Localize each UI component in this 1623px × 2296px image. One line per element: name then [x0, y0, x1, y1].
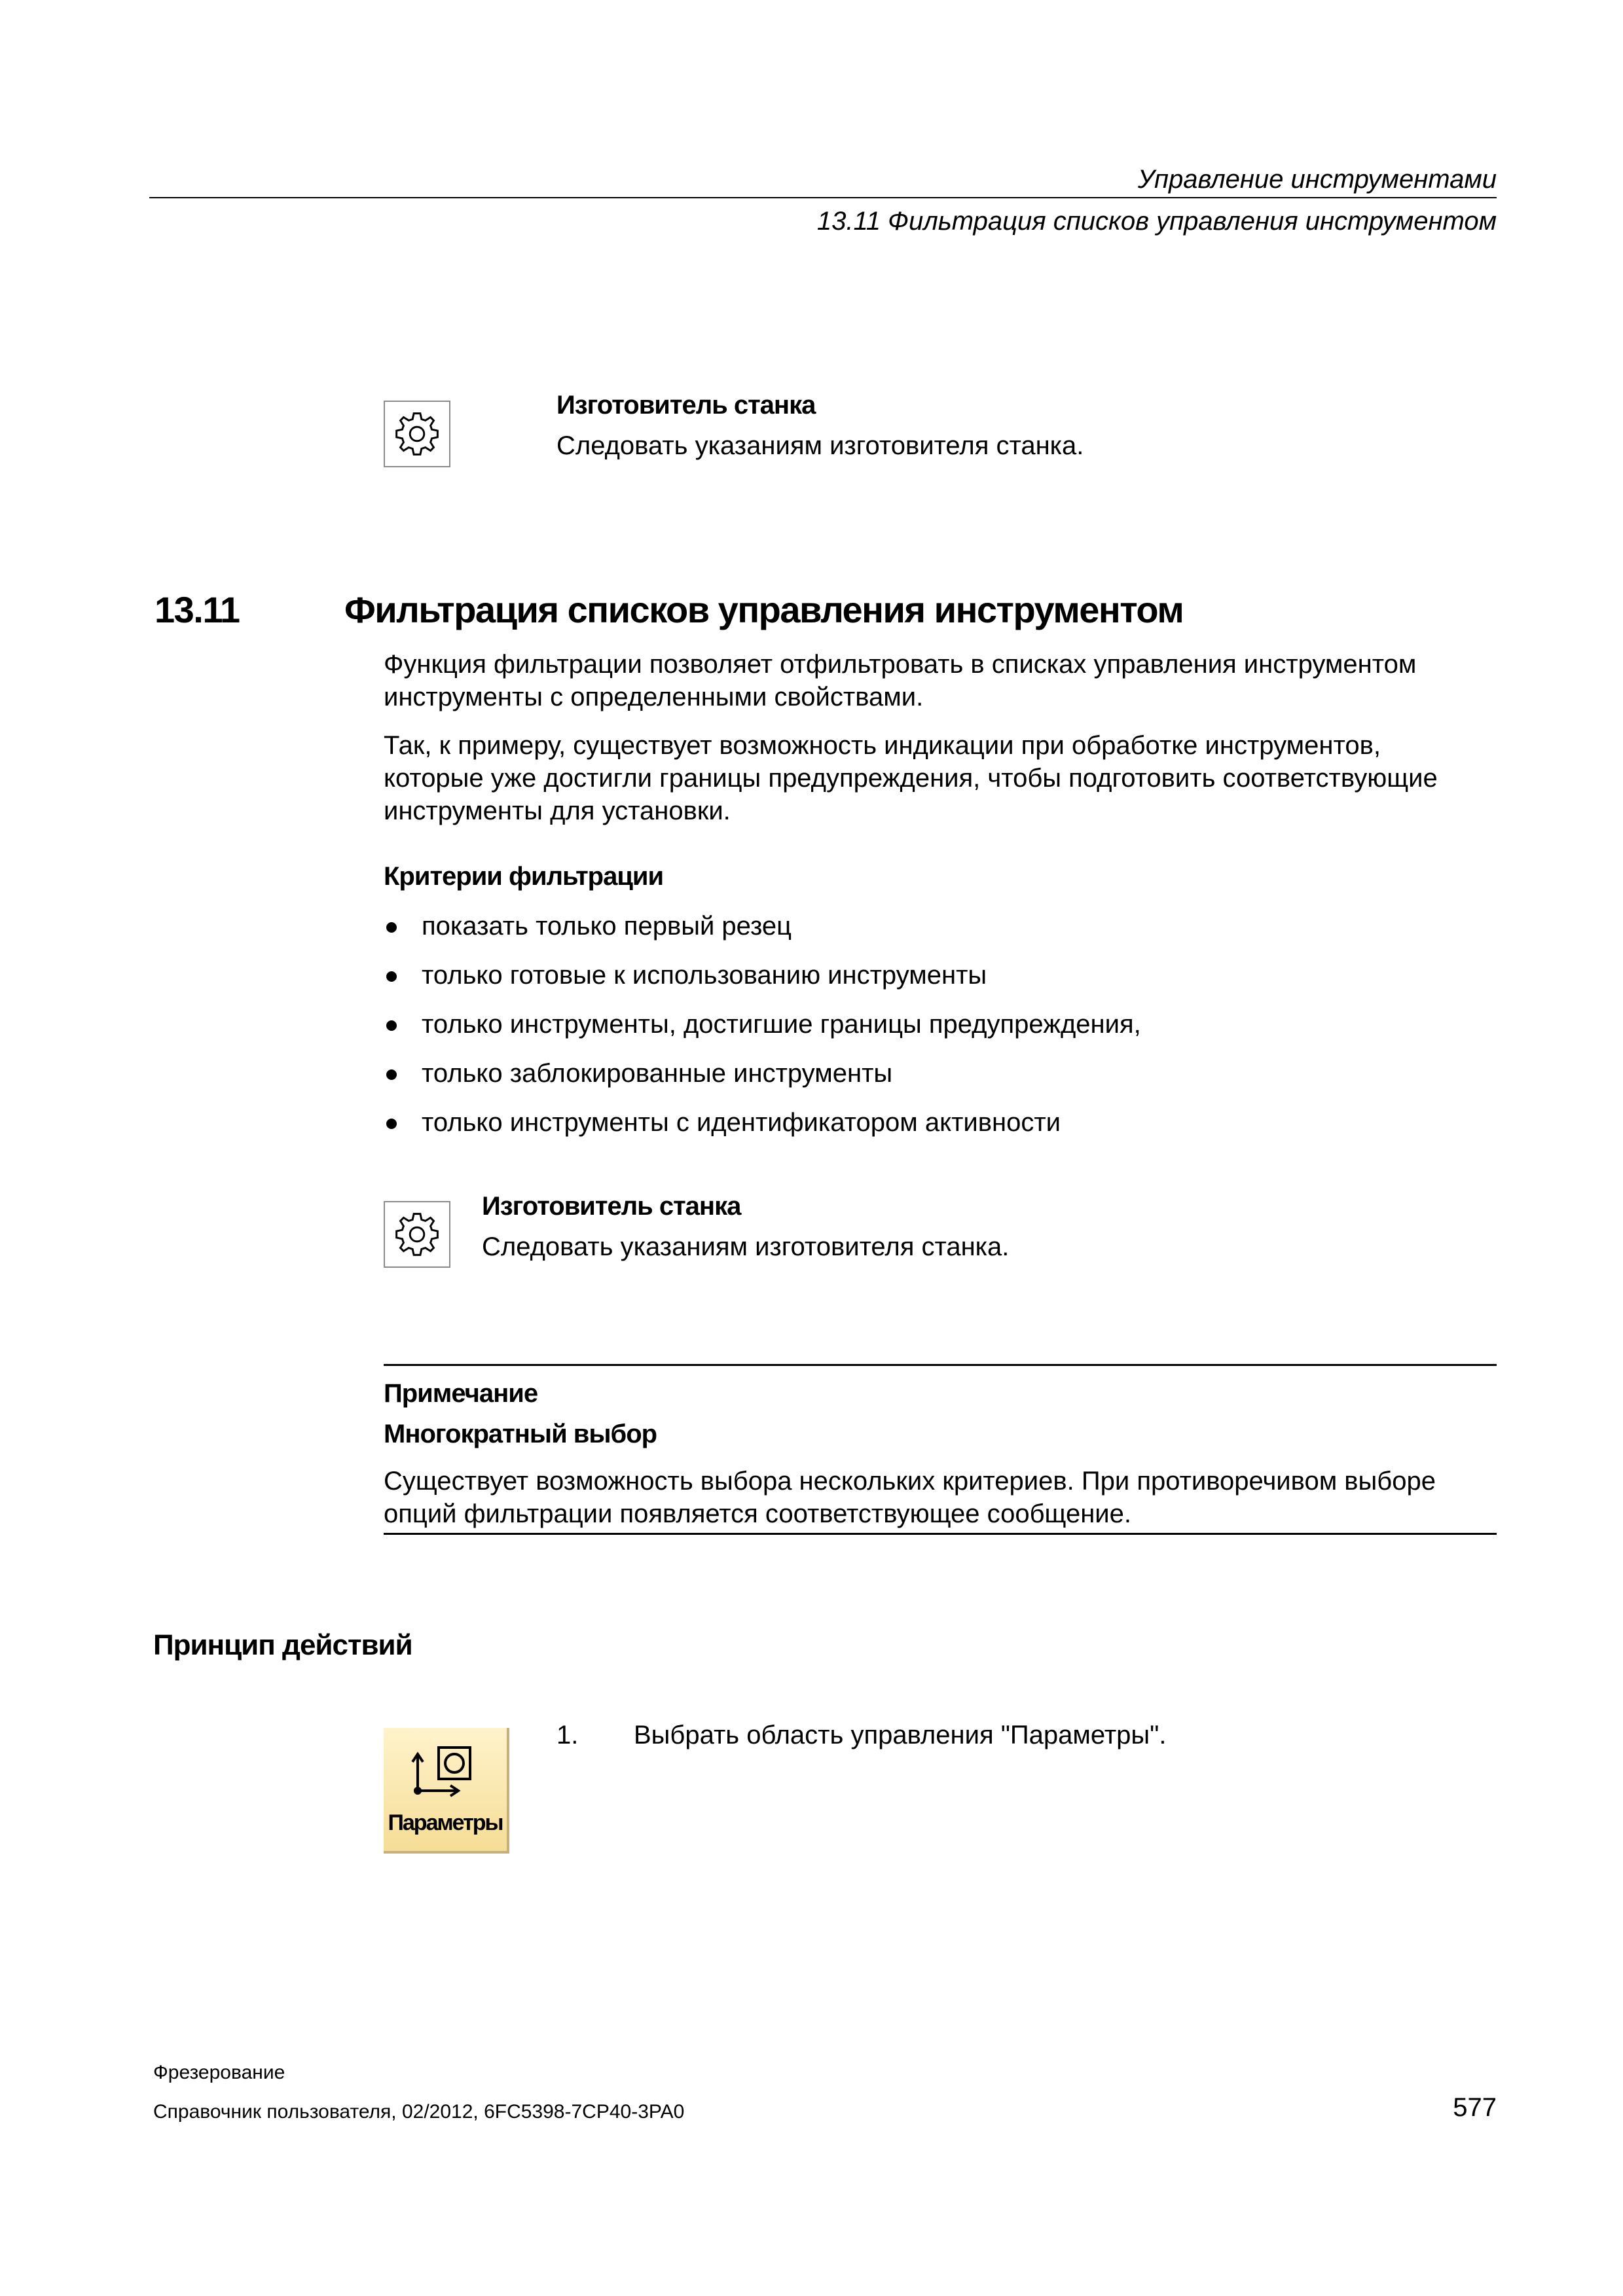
notice-mid-title: Изготовитель станка	[482, 1192, 741, 1221]
notice-top-text: Следовать указаниям изготовителя станка.	[556, 431, 1084, 460]
bullet-icon	[386, 971, 397, 982]
bullet-icon	[386, 1020, 397, 1031]
note-line: опций фильтрации появляется соответствующее сообщение.	[384, 1499, 1131, 1528]
paragraph-line: инструменты для установки.	[384, 797, 731, 825]
bullet-icon	[386, 1069, 397, 1080]
list-item-text: только заблокированные инструменты	[422, 1059, 893, 1088]
note-label: Примечание	[384, 1379, 538, 1408]
running-header-section: 13.11 Фильтрация списков управления инструментом	[816, 207, 1497, 236]
header-rule	[149, 197, 1497, 198]
list-item	[384, 1057, 1141, 1090]
note-text	[384, 1465, 1436, 1530]
list-item-text: только инструменты, достигшие границы предупреждения,	[422, 1010, 1141, 1039]
list-item	[384, 959, 1141, 992]
criteria-heading: Критерии фильтрации	[384, 862, 664, 891]
section-number: 13.11	[155, 589, 240, 630]
notice-mid-text: Следовать указаниям изготовителя станка.	[482, 1232, 1010, 1261]
note-title: Многократный выбор	[384, 1420, 657, 1448]
list-item-text: показать только первый резец	[422, 912, 792, 941]
step-number: 1.	[556, 1721, 579, 1749]
list-item	[384, 910, 1141, 942]
paragraph-line: инструменты с определенными свойствами.	[384, 683, 924, 711]
running-header-chapter: Управление инструментами	[1137, 165, 1497, 194]
list-item	[384, 1008, 1141, 1041]
note-bottom-rule	[384, 1533, 1497, 1535]
paragraph-line: которые уже достигли границы предупреждения, чтобы подготовить соответствующие	[384, 764, 1438, 793]
page-number: 577	[1453, 2093, 1497, 2122]
note-line: Существует возможность выбора нескольких критериев. При противоречивом выборе	[384, 1467, 1436, 1496]
bullet-icon	[386, 922, 397, 933]
footer-manual: Справочник пользователя, 02/2012, 6FC5398-7CP40-3PA0	[153, 2101, 685, 2123]
gear-icon	[384, 1201, 450, 1268]
procedure-heading: Принцип действий	[153, 1629, 412, 1661]
paragraph-line: Так, к примеру, существует возможность индикации при обработке инструментов,	[384, 731, 1381, 760]
paragraph-2	[384, 729, 1438, 827]
footer-product: Фрезерование	[153, 2062, 285, 2083]
list-item	[384, 1106, 1141, 1139]
list-item-text: только инструменты с идентификатором активности	[422, 1108, 1061, 1137]
parameters-softkey[interactable]	[384, 1728, 509, 1854]
list-item-text: только готовые к использованию инструменты	[422, 961, 987, 990]
paragraph-1	[384, 648, 1416, 713]
notice-top-title: Изготовитель станка	[556, 391, 816, 420]
bullet-icon	[386, 1119, 397, 1129]
section-title: Фильтрация списков управления инструментом	[344, 589, 1184, 630]
note-top-rule	[384, 1364, 1497, 1366]
softkey-label: Параметры	[388, 1810, 503, 1835]
step-text: Выбрать область управления "Параметры".	[634, 1721, 1167, 1749]
paragraph-line: Функция фильтрации позволяет отфильтровать в списках управления инструментом	[384, 650, 1417, 679]
parameters-icon	[410, 1744, 483, 1799]
criteria-list	[384, 910, 1141, 1155]
gear-icon	[384, 401, 450, 467]
